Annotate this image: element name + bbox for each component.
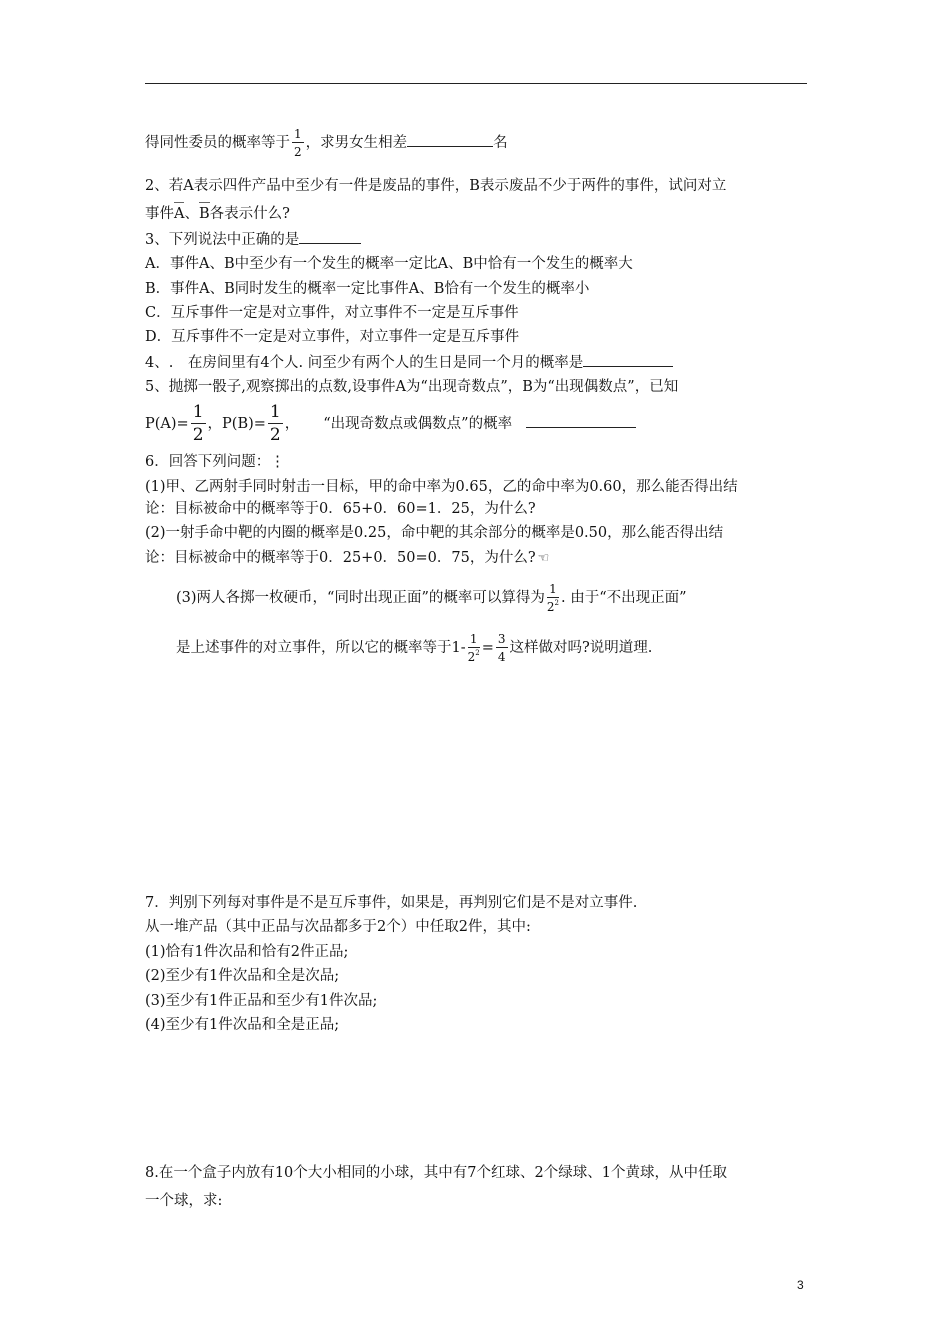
q7-item-3: (3)至少有1件正品和至少有1件次品; <box>145 993 378 1009</box>
q6-part3-line2: 是上述事件的对立事件，所以它的概率等于1- $\frac{1}{2^2}$ = $\frac{3}{4}$ 这样做对吗?说明道理. <box>176 632 653 664</box>
q7-stem: 7．判别下列每对事件是不是互斥事件，如果是，再判别它们是不是对立事件. <box>145 895 638 911</box>
page-number: 3 <box>797 1278 804 1292</box>
fraction-one-half: $\frac{1}{2}$ <box>192 402 204 445</box>
fraction-one-over-two-squared: $\frac{1}{2^2}$ <box>467 632 480 664</box>
q6-part1-line2: 论：目标被命中的概率等于0．65+0．60=1．25，为什么? <box>145 501 536 517</box>
complement-a: A <box>174 206 185 222</box>
q2-line2: 事件A、B各表示什么? <box>145 206 290 222</box>
q6-part1-line1: (1)甲、乙两射手同时射击一目标，甲的命中率为0.65，乙的命中率为0.60，那么能否得出结 <box>145 479 738 495</box>
fraction-one-half: $\frac{1}{2}$ <box>294 127 302 159</box>
header-rule <box>145 83 807 84</box>
answer-blank[interactable] <box>407 132 493 147</box>
q7-intro: 从一堆产品（其中正品与次品都多于2个）中任取2件，其中: <box>145 919 531 935</box>
fraction-three-quarters: $\frac{3}{4}$ <box>497 632 506 664</box>
q3-stem: 3、下列说法中正确的是 <box>145 229 361 250</box>
q2-line1: 2、若A表示四件产品中至少有一件是废品的事件，B表示废品不少于两件的事件，试问对立 <box>145 178 727 194</box>
q6-part2-line2: 论：目标被命中的概率等于0．25+0．50=0．75，为什么? ☜ <box>145 548 549 569</box>
q6-part2-line1: (2)一射手命中靶的内圈的概率是0.25，命中靶的其余部分的概率是0.50，那么能否得出结 <box>145 525 724 541</box>
q5-line1: 5、抛掷一骰子,观察掷出的点数,设事件A为“出现奇数点”，B为“出现偶数点”，已知 <box>145 379 679 395</box>
answer-blank[interactable] <box>526 413 636 428</box>
fraction-one-over-two-squared: $\frac{1}{2^2}$ <box>546 582 559 614</box>
q6-part3-line1: (3)两人各掷一枚硬币，“同时出现正面”的概率可以算得为 $\frac{1}{2^2}$ . 由于“不出现正面” <box>176 582 687 614</box>
complement-b: B <box>198 206 210 222</box>
fraction-one-half: $\frac{1}{2}$ <box>269 402 281 445</box>
q4-stem: 4、. 在房间里有4个人. 问至少有两个人的生日是同一个月的概率是 <box>145 352 673 373</box>
q3-option-d: D．互斥事件不一定是对立事件，对立事件一定是互斥事件 <box>145 329 520 345</box>
pointing-hand-icon: ☜ <box>537 551 550 566</box>
q7-item-4: (4)至少有1件次品和全是正品; <box>145 1017 340 1033</box>
q3-option-a: A．事件A、B中至少有一个发生的概率一定比A、B中恰有一个发生的概率大 <box>145 256 633 272</box>
q3-option-c: C．互斥事件一定是对立事件，对立事件不一定是互斥事件 <box>145 305 519 321</box>
q3-option-b: B．事件A、B同时发生的概率一定比事件A、B恰有一个发生的概率小 <box>145 281 590 297</box>
answer-blank[interactable] <box>583 352 673 367</box>
q8-line2: 一个球，求: <box>145 1193 223 1209</box>
q1-continuation: 得同性委员的概率等于 $\frac{1}{2}$ ，求男女生相差 名 <box>145 127 508 159</box>
q5-line2: P(A)= $\frac{1}{2}$ ，P(B)= $\frac{1}{2}$ ， “出现奇数点或偶数点”的概率 <box>145 402 636 446</box>
q8-line1: 8.在一个盒子内放有10个大小相同的小球，其中有7个红球、2个绿球、1个黄球，从中任取 <box>145 1165 727 1181</box>
answer-blank[interactable] <box>299 229 361 244</box>
q7-item-1: (1)恰有1件次品和恰有2件正品; <box>145 944 349 960</box>
q6-stem: 6．回答下列问题：⋮ <box>145 454 285 470</box>
q7-item-2: (2)至少有1件次品和全是次品; <box>145 968 340 984</box>
